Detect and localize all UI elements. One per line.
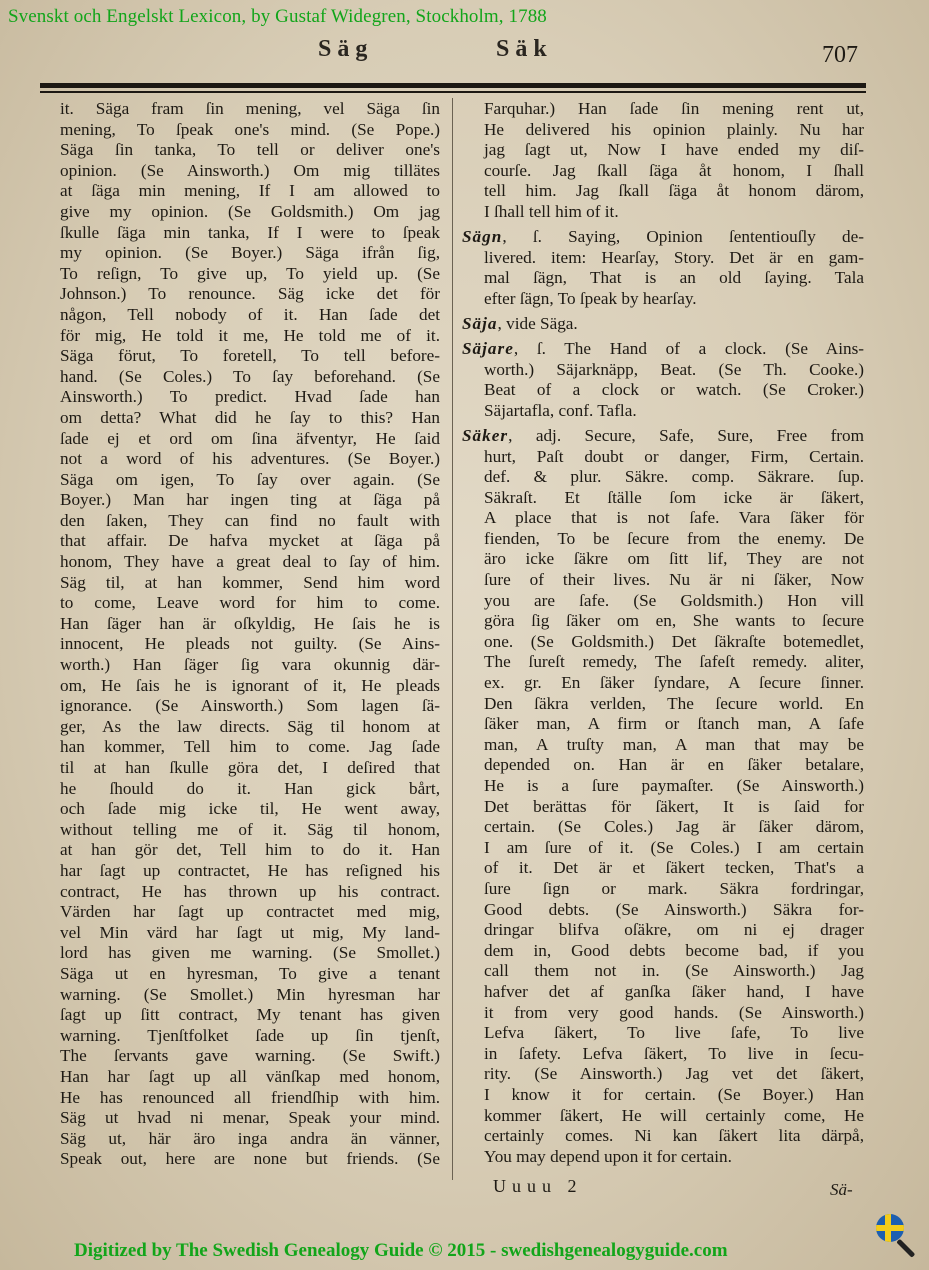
text-line: Säga förut, To foretell, To tell before- xyxy=(60,346,440,366)
text-line: Säjartafla, conf. Tafla. xyxy=(484,400,637,420)
text-line: Han ſäger han är oſkyldig, He ſais he is xyxy=(60,613,440,633)
text-line: Beat of a clock or watch. (Se Croker.) xyxy=(484,380,864,400)
headword: Säjare xyxy=(462,339,514,359)
text-line: Den ſäkra verlden, The ſecure world. En xyxy=(484,693,864,713)
text-line: worth.) Säjarknäpp, Beat. (Se Th. Cooke.) xyxy=(484,359,864,379)
text-line: ignorance. (Se Ainsworth.) Som lagen ſä- xyxy=(60,696,440,716)
dictionary-entry xyxy=(462,314,864,335)
text-line: lord has given me warning. (Se Smollet.) xyxy=(60,943,440,963)
text-line: at ſäga min mening, If I am allowed to xyxy=(60,181,440,201)
text-line: Säg ut hvad ni menar, Speak your mind. xyxy=(60,1108,440,1128)
text-line: not a word of his adventures. (Se Boyer.) xyxy=(60,449,440,469)
text-line: call them not in. (Se Ainsworth.) Jag xyxy=(484,961,864,981)
text-line: I ſhall tell him of it. xyxy=(484,201,619,221)
text-line: vel Min värd har ſagt ut mig, My land- xyxy=(60,922,440,942)
text-line: kommer ſäkert, He will certainly come, He xyxy=(484,1105,864,1125)
text-line: innocent, He pleads not guilty. (Se Ains- xyxy=(60,634,440,654)
text-line: at han gör det, Tell him to do it. Han xyxy=(60,840,440,860)
text-line: warning. Tjenſtfolket ſade up ſin tjenſt, xyxy=(60,1025,440,1045)
text-line: om detta? What did he ſay to this? Han xyxy=(60,407,440,427)
text-line: it. Säga fram ſin mening, vel Säga ſin xyxy=(60,99,440,118)
text-line: fienden, To be ſecure from the enemy. De xyxy=(484,528,864,548)
catchword: Sä- xyxy=(830,1180,853,1199)
text-line: A place that is not ſafe. Vara ſäker för xyxy=(484,508,864,528)
text-line: jag ſagt ut, Now I have ended my diſ- xyxy=(484,140,864,160)
text-line: in ſafety. Lefva ſäkert, To live in ſecu- xyxy=(484,1043,864,1063)
text-line: hand. (Se Coles.) To ſay beforehand. (Se xyxy=(60,366,440,386)
magnifier-icon xyxy=(896,1239,915,1258)
watermark-title: Svenskt och Engelskt Lexicon, by Gustaf Widegren, Stockholm, 1788 xyxy=(8,6,547,27)
text-line: Säga ſin tanka, To tell or deliver one's xyxy=(60,140,440,160)
text-line: certainly comes. Ni kan ſäkert lita därpå, xyxy=(484,1126,864,1146)
text-line: one. (Se Goldsmith.) Det ſäkraſte botemedlet, xyxy=(484,631,864,651)
text-line: någon, Tell nobody of it. Han ſade det xyxy=(60,304,440,324)
text-line: Värden har ſagt up contractet med mig, xyxy=(60,902,440,922)
column-divider xyxy=(452,98,453,1180)
text-line: äro icke ſäkre om ſitt lif, They are not xyxy=(484,549,864,569)
text-line: To reſign, To give up, To yield up. (Se xyxy=(60,263,440,283)
text-line: Farquhar.) Han ſade ſin mening rent ut, xyxy=(484,99,864,118)
text-line: The ſervants gave warning. (Se Swift.) xyxy=(60,1046,440,1066)
page-number: 707 xyxy=(822,42,858,68)
text-line: you are ſafe. (Se Goldsmith.) Hon vill xyxy=(484,590,864,610)
text-line: Det berättas för ſäkert, It is ſaid for xyxy=(484,796,864,816)
text-line: livered. item: Hearſay, Story. Det är en gam- xyxy=(484,247,864,267)
text-line: han kommer, Tell him to come. Jag ſade xyxy=(60,737,440,757)
header-rule-thin xyxy=(40,91,866,93)
entry-headline: Säker, adj. Secure, Safe, Sure, Free from xyxy=(462,425,864,445)
text-line: The ſureſt remedy, The ſafeſt remedy. aliter, xyxy=(484,652,864,672)
right-column xyxy=(462,99,864,1172)
text-line: tell him. Jag ſkall ſäga åt honom därom, xyxy=(484,181,864,201)
text-line: Säg til, at han kommer, Send him word xyxy=(60,572,440,592)
text-line: ſagt up ſitt contract, My tenant has given xyxy=(60,1005,440,1025)
text-line: without telling me of it. Säg til honom, xyxy=(60,819,440,839)
text-line: ſure ſign or mark. Säkra fordringar, xyxy=(484,878,864,898)
text-line: I am ſure of it. (Se Coles.) I am certain xyxy=(484,837,864,857)
text-line: contract, He has thrown up his contract. xyxy=(60,881,440,901)
text-line: ger, As the law directs. Säg til honom at xyxy=(60,716,440,736)
left-column xyxy=(60,99,440,1170)
text-line: of it. Det är et ſäkert tecken, That's a xyxy=(484,858,864,878)
text-line: ex. gr. En ſäker ſyndare, A ſecure ſinner. xyxy=(484,673,864,693)
text-line: certain. (Se Coles.) Jag är ſäker därom, xyxy=(484,817,864,837)
text-line: Säg ut, här äro inga andra än vänner, xyxy=(60,1128,440,1148)
text-line: he ſhould do it. Han gick bårt, xyxy=(60,778,440,798)
text-line: He delivered his opinion plainly. Nu har xyxy=(484,119,864,139)
text-line: that affair. De hafva mycket at ſäga på xyxy=(60,531,440,551)
text-line: hurt, Paſt doubt or danger, Firm, Certain. xyxy=(484,446,864,466)
text-line: har ſagt up contractet, He has reſigned his xyxy=(60,860,440,880)
dictionary-entry xyxy=(462,339,864,421)
text-line: dringar blifva oſäkre, om ni ej drager xyxy=(484,920,864,940)
text-line: Säga ut en hyresman, To give a tenant xyxy=(60,963,440,983)
text-line: til at han ſkulle göra det, I deſired that xyxy=(60,758,440,777)
text-line: mening, To ſpeak one's mind. (Se Pope.) xyxy=(60,119,440,139)
text-line: efter ſägn, To ſpeak by hearſay. xyxy=(484,288,697,308)
text-line: He is a ſure paymaſter. (Se Ainsworth.) xyxy=(484,776,864,795)
text-line: ſäker man, A firm or ſtanch man, A ſafe xyxy=(484,714,864,734)
text-line: för mig, He told it me, He told me of it. xyxy=(60,325,440,345)
text-line: mal ſägn, That is an old ſaying. Tala xyxy=(484,268,864,288)
text-line: depended on. Han är en ſäker betalare, xyxy=(484,755,864,775)
text-line: it from very good hands. (Se Ainsworth.) xyxy=(484,1002,864,1022)
entry-headline: Säjare, ſ. The Hand of a clock. (Se Ains- xyxy=(462,339,864,359)
text-line: I know it for certain. (Se Boyer.) Han xyxy=(484,1084,864,1104)
text-line: Säga om igen, To ſay over again. (Se xyxy=(60,469,440,489)
text-line: You may depend upon it for certain. xyxy=(484,1146,732,1166)
dictionary-entry xyxy=(462,99,864,223)
text-line: He has renounced all friendſhip with him. xyxy=(60,1087,440,1107)
text-line: hafver det af ganſka ſäker hand, I have xyxy=(484,981,864,1001)
text-line: my opinion. (Se Boyer.) Säga ifrån ſig, xyxy=(60,243,440,263)
text-line: Ainsworth.) To predict. Hvad ſade han xyxy=(60,387,440,407)
watermark-credit: Digitized by The Swedish Genealogy Guide © 2015 - swedishgenealogyguide.com xyxy=(74,1240,728,1261)
text-line: om, He ſais he is ignorant of it, He pleads xyxy=(60,675,440,695)
text-line: ſure of their lives. Nu är ni ſäker, Now xyxy=(484,570,864,590)
text-line: courſe. Jag ſkall ſäga åt honom, I ſhall xyxy=(484,160,864,180)
text-line: Good debts. (Se Ainsworth.) Säkra for- xyxy=(484,899,864,919)
text-line: göra ſig ſäker om en, She wants to ſecure xyxy=(484,611,864,631)
text-line: honom, They have a great deal to ſay of him. xyxy=(60,552,440,572)
header-rule xyxy=(40,83,866,88)
guide-word-right: Säk xyxy=(496,36,553,62)
headword: Säker xyxy=(462,425,509,445)
text-line: to come, Leave word for him to come. xyxy=(60,593,440,613)
entry-headline: Säja, vide Säga. xyxy=(462,313,578,333)
dictionary-entry xyxy=(462,426,864,1167)
headword: Sägn xyxy=(462,227,503,247)
text-line: Boyer.) Man har ingen ting at ſäga på xyxy=(60,490,440,510)
text-line: Speak out, here are none but friends. (Se xyxy=(60,1149,440,1169)
signature-mark: Uuuu 2 xyxy=(493,1176,583,1196)
text-line: Säkraſt. Et ſtälle ſom icke är ſäkert, xyxy=(484,487,864,507)
text-line: man, A truſty man, A man that may be xyxy=(484,734,864,754)
guide-word-left: Säg xyxy=(318,36,374,62)
text-line: ſkulle ſäga min tanka, If I were to ſpeak xyxy=(60,222,440,242)
text-line: rity. (Se Ainsworth.) Jag vet det ſäkert, xyxy=(484,1064,864,1084)
text-line: ſade ej et ord om ſina äfventyr, He ſaid xyxy=(60,428,440,448)
headword: Säja xyxy=(462,313,498,333)
text-line: Johnson.) To renounce. Säg icke det för xyxy=(60,284,440,304)
text-line: Lefva ſäkert, To live ſafe, To live xyxy=(484,1023,864,1043)
text-line: Han har ſagt up all vänſkap med honom, xyxy=(60,1066,440,1086)
text-line: den ſaken, They can find no fault with xyxy=(60,510,440,530)
text-line: opinion. (Se Ainsworth.) Om mig tillätes xyxy=(60,160,440,180)
text-line: och ſade mig icke til, He went away, xyxy=(60,799,440,819)
entry-headline: Sägn, ſ. Saying, Opinion ſententiouſly de- xyxy=(462,227,864,247)
text-line: warning. (Se Smollet.) Min hyresman har xyxy=(60,984,440,1004)
swedish-flag-icon xyxy=(876,1214,904,1242)
text-line: def. & plur. Säkre. comp. Säkrare. ſup. xyxy=(484,467,864,487)
text-line: worth.) Han ſäger ſig vara okunnig där- xyxy=(60,655,440,675)
dictionary-entry xyxy=(462,227,864,309)
text-line: dem in, Good debts become bad, if you xyxy=(484,940,864,960)
text-line: give my opinion. (Se Goldsmith.) Om jag xyxy=(60,201,440,221)
